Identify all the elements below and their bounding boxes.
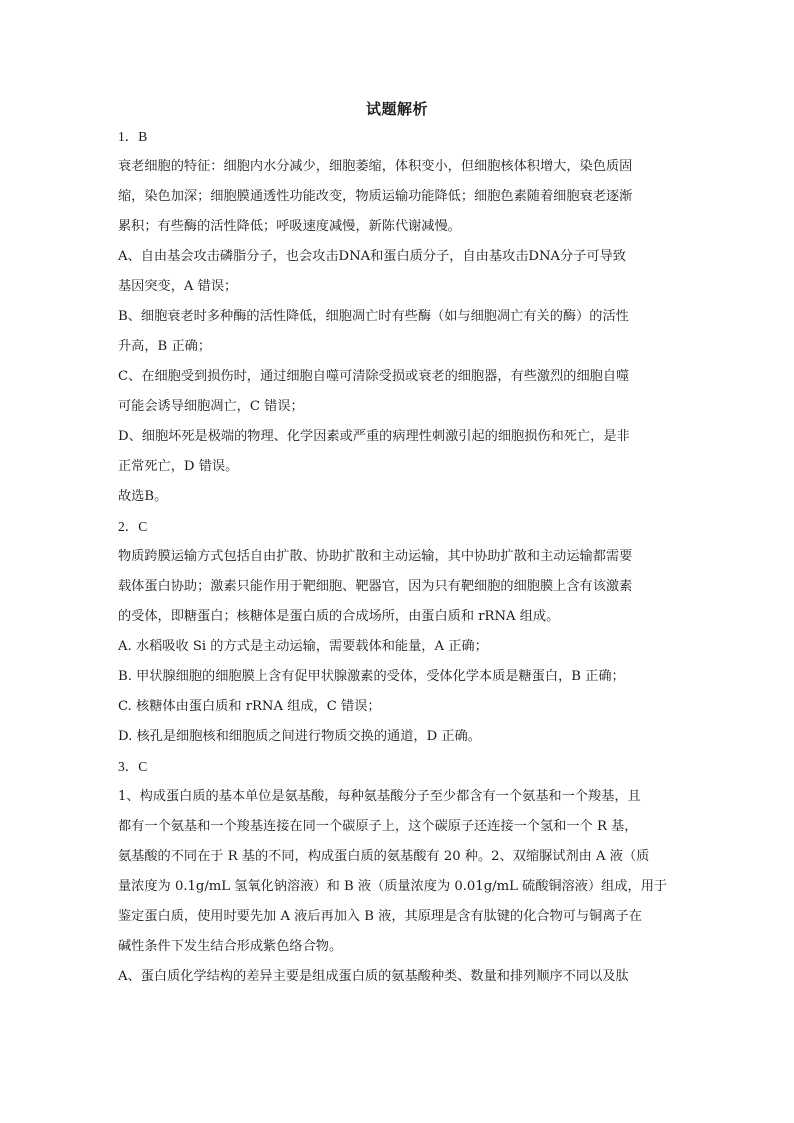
text-line: 碱性条件下发生结合形成紫色络合物。 <box>118 939 343 954</box>
text-line: 累积；有些酶的活性降低；呼吸速度减慢，新陈代谢减慢。 <box>118 219 461 234</box>
text-line: C. 核糖体由蛋白质和 rRNA 组成，C 错误； <box>118 699 381 714</box>
text-line: 衰老细胞的特征：细胞内水分减少，细胞萎缩，体积变小，但细胞核体积增大，染色质固 <box>118 159 633 174</box>
answer-heading-1: 1．B <box>118 129 148 144</box>
text-line: 物质跨膜运输方式包括自由扩散、协助扩散和主动运输，其中协助扩散和主动运输都需要 <box>118 549 633 564</box>
text-line: B、细胞衰老时多种酶的活性降低，细胞凋亡时有些酶（如与细胞凋亡有关的酶）的活性 <box>118 309 629 324</box>
text-line: A、自由基会攻击磷脂分子，也会攻击DNA和蛋白质分子，自由基攻击DNA分子可导致 <box>118 249 626 264</box>
answer-heading-2: 2．C <box>118 519 148 534</box>
text-line: C、在细胞受到损伤时，通过细胞自噬可清除受损或衰老的细胞器，有些激烈的细胞自噬 <box>118 369 630 384</box>
text-line: 基因突变，A 错误； <box>118 279 238 294</box>
text-line: 载体蛋白协助；激素只能作用于靶细胞、靶器官，因为只有靶细胞的细胞膜上含有该激素 <box>118 579 633 594</box>
answer-heading-3: 3．C <box>118 759 148 774</box>
text-line: 1、构成蛋白质的基本单位是氨基酸，每种氨基酸分子至少都含有一个氨基和一个羧基，且 <box>118 789 641 804</box>
text-line: D. 核孔是细胞核和细胞质之间进行物质交换的通道，D 正确。 <box>118 729 481 744</box>
text-line: 都有一个氨基和一个羧基连接在同一个碳原子上，这个碳原子还连接一个氢和一个 R 基， <box>118 819 638 834</box>
text-line: B. 甲状腺细胞的细胞膜上含有促甲状腺激素的受体，受体化学本质是糖蛋白，B 正确； <box>118 669 625 684</box>
text-line: 缩，染色加深；细胞膜通透性功能改变，物质运输功能降低；细胞色素随着细胞衰老逐渐 <box>118 189 633 204</box>
text-line: 升高，B 正确； <box>118 339 212 354</box>
text-line: A. 水稻吸收 Si 的方式是主动运输，需要载体和能量，A 正确； <box>118 639 488 654</box>
text-line: D、细胞坏死是极端的物理、化学因素或严重的病理性刺激引起的细胞损伤和死亡，是非 <box>118 429 630 444</box>
text-line: 故选B。 <box>118 489 168 504</box>
text-line: 量浓度为 0.1g/mL 氢氧化钠溶液）和 B 液（质量浓度为 0.01g/mL 硫酸铜溶液）组成，用于 <box>118 879 668 894</box>
page-title: 试题解析 <box>365 100 428 118</box>
analysis-body <box>118 122 678 992</box>
text-line: 正常死亡，D 错误。 <box>118 459 239 474</box>
text-line: A、蛋白质化学结构的差异主要是组成蛋白质的氨基酸种类、数量和排列顺序不同以及肽 <box>118 969 629 984</box>
text-line: 可能会诱导细胞凋亡，C 错误； <box>118 399 304 414</box>
text-line: 鉴定蛋白质，使用时要先加 A 液后再加入 B 液，其原理是含有肽键的化合物可与铜离子在 <box>118 909 642 924</box>
text-line: 氨基酸的不同在于 R 基的不同，构成蛋白质的氨基酸有 20 种。2、双缩脲试剂由 A 液（质 <box>118 849 650 864</box>
text-line: 的受体，即糖蛋白；核糖体是蛋白质的合成场所，由蛋白质和 rRNA 组成。 <box>118 609 560 624</box>
